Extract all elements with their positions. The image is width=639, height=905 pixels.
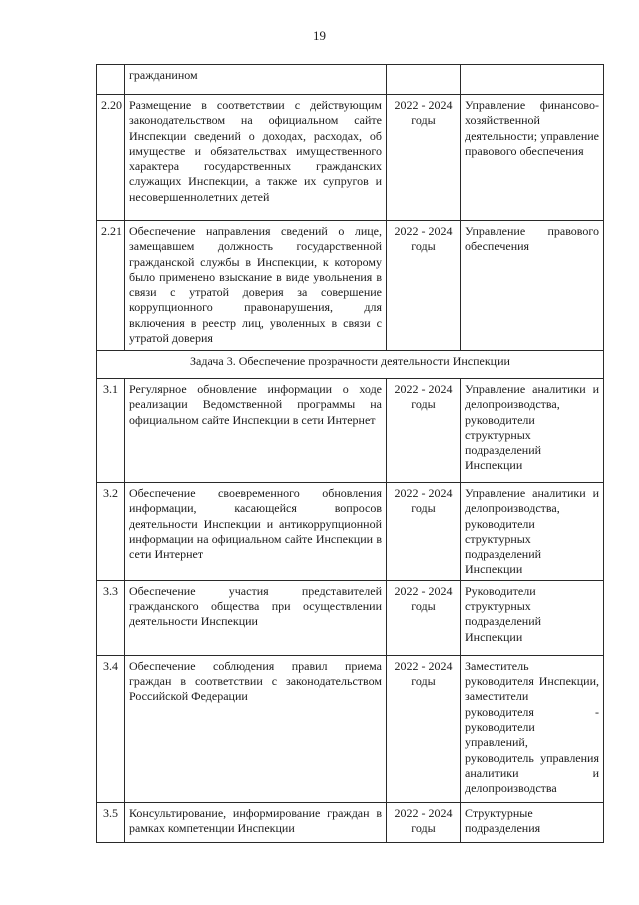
row-number: 2.20	[97, 95, 125, 221]
deadline: 2022 - 2024 годы	[387, 655, 461, 802]
responsible: Структурные подразделения	[461, 802, 604, 842]
measure-description: Консультирование, информирование граждан в рамках компетенции Инспекции	[125, 802, 387, 842]
table-row	[97, 379, 604, 483]
responsible: Управление финансово-хозяйственной деятельности; управление правового обеспечения	[461, 95, 604, 221]
page-number: 19	[313, 28, 326, 43]
row-number: 3.4	[97, 655, 125, 802]
table-row	[97, 65, 604, 95]
table-row	[97, 95, 604, 221]
table-row	[97, 655, 604, 802]
responsible	[461, 65, 604, 95]
measure-description: Обеспечение участия представителей гражданского общества при осуществлении деятельности Инспекции	[125, 580, 387, 655]
responsible: Управление аналитики и делопроизводства, руководители структурных подразделений Инспекции	[461, 483, 604, 581]
row-number: 3.2	[97, 483, 125, 581]
measure-description: Обеспечение направления сведений о лице, замещавшем должность государственной гражданской службы в Инспекции, к которому было применено взыскание в виде увольнения в связи с утратой доверия за совершение коррупционного правонарушения, для включения в реестр лиц, уволенных в связи с утратой доверия	[125, 221, 387, 351]
row-number: 3.3	[97, 580, 125, 655]
task-heading-row	[97, 351, 604, 379]
table-row	[97, 580, 604, 655]
measure-description: Размещение в соответствии с действующим законодательством на официальном сайте Инспекции сведений о доходах, расходах, об имуществе и обязательствах имущественного характера государственных гражданских служащих Инспекции, а также их супругов и несовершеннолетних детей	[125, 95, 387, 221]
table-row	[97, 802, 604, 842]
responsible: Управление аналитики и делопроизводства, руководители структурных подразделений Инспекции	[461, 379, 604, 483]
deadline	[387, 65, 461, 95]
row-number	[97, 65, 125, 95]
measure-description: Обеспечение соблюдения правил приема граждан в соответствии с законодательством Российской Федерации	[125, 655, 387, 802]
row-number: 3.1	[97, 379, 125, 483]
responsible: Руководители структурных подразделений Инспекции	[461, 580, 604, 655]
deadline: 2022 - 2024 годы	[387, 95, 461, 221]
deadline: 2022 - 2024 годы	[387, 379, 461, 483]
measure-description: гражданином	[125, 65, 387, 95]
responsible: Заместитель руководителя Инспекции, заместители руководителя - руководители управлений, руководитель управления аналитики и делопроизводства	[461, 655, 604, 802]
action-plan-table	[96, 64, 604, 843]
deadline: 2022 - 2024 годы	[387, 802, 461, 842]
measure-description: Обеспечение своевременного обновления информации, касающейся вопросов деятельности Инспекции и антикоррупционной информации на официальном сайте Инспекции в сети Интернет	[125, 483, 387, 581]
table-row	[97, 483, 604, 581]
task-heading: Задача 3. Обеспечение прозрачности деятельности Инспекции	[97, 351, 604, 379]
row-number: 2.21	[97, 221, 125, 351]
measure-description: Регулярное обновление информации о ходе реализации Ведомственной программы на официальном сайте Инспекции в сети Интернет	[125, 379, 387, 483]
table-row	[97, 221, 604, 351]
deadline: 2022 - 2024 годы	[387, 221, 461, 351]
responsible: Управление правового обеспечения	[461, 221, 604, 351]
row-number: 3.5	[97, 802, 125, 842]
deadline: 2022 - 2024 годы	[387, 580, 461, 655]
deadline: 2022 - 2024 годы	[387, 483, 461, 581]
